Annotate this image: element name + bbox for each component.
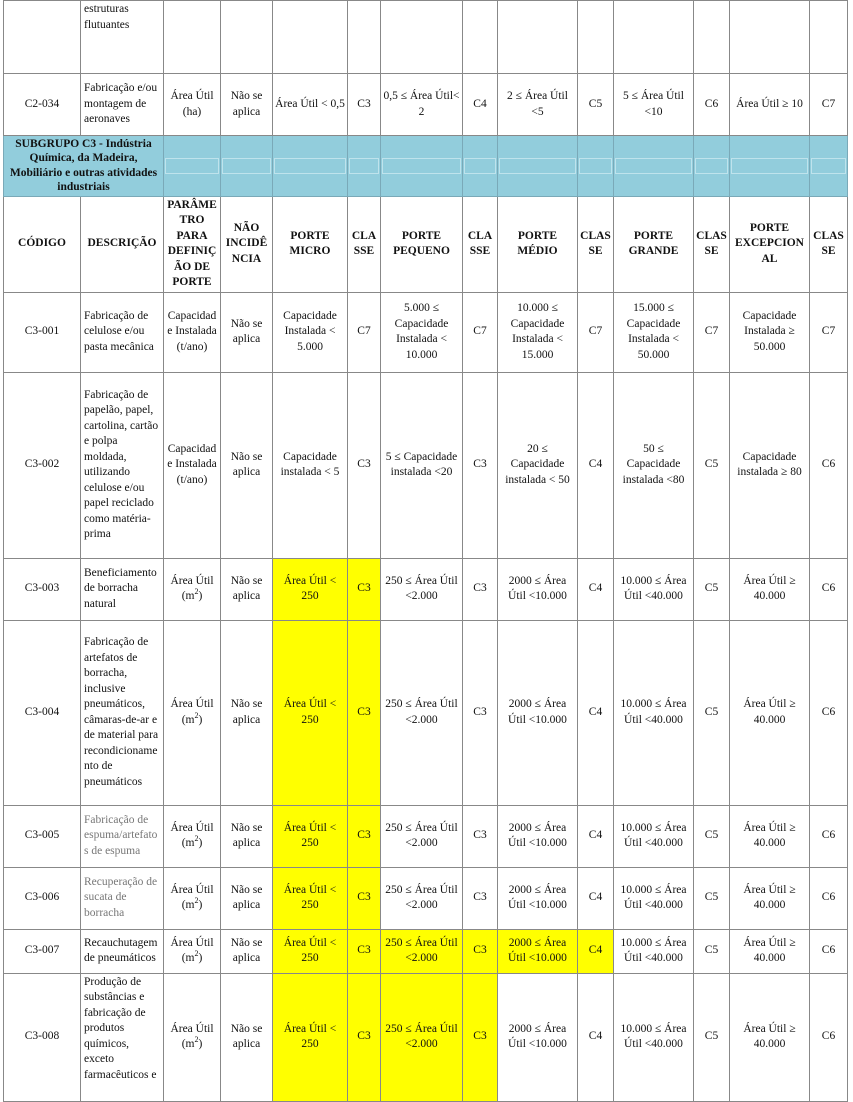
cell-nao-incidencia: Não se aplica: [221, 372, 273, 558]
cell-descricao: Fabricação de celulose e/ou pasta mecânica: [81, 292, 164, 372]
header-nao-incidencia: NÃO INCIDÊNCIA: [221, 196, 273, 292]
cell-classe-pequeno: C3: [463, 929, 498, 973]
cell-micro: Capacidade Instalada < 5.000: [273, 292, 348, 372]
cell-classe-pequeno: C3: [463, 805, 498, 867]
cell-medio: 2000 ≤ Área Útil <10.000: [498, 805, 578, 867]
cell-codigo: C3-007: [4, 929, 81, 973]
cell-classe-excepcional: C6: [810, 973, 848, 1101]
cell-parametro: Área Útil $(m^2)$: [164, 929, 221, 973]
cell-classe-medio: C5: [578, 74, 614, 136]
cell-pequeno: 5.000 ≤ Capacidade Instalada < 10.000: [381, 292, 463, 372]
cell-medio: 2000 ≤ Área Útil <10.000: [498, 973, 578, 1101]
cell-medio: 2000 ≤ Área Útil <10.000: [498, 558, 578, 620]
cell-classe-grande: C5: [694, 558, 730, 620]
header-porte-grande: PORTE GRANDE: [614, 196, 694, 292]
table-row: [4, 292, 848, 372]
cell-classe-micro: C3: [348, 372, 381, 558]
cell-descricao: Fabricação de papelão, papel, cartolina, cartão e polpa moldada, utilizando celulose e/ou papel reciclado como matéria-prima: [81, 372, 164, 558]
cell-classe-excepcional: C6: [810, 867, 848, 929]
cell-nao-incidencia: Não se aplica: [221, 74, 273, 136]
cell-excepcional: Área Útil ≥ 40.000: [730, 805, 810, 867]
cell-classe-grande: C5: [694, 620, 730, 805]
cell-pequeno: 250 ≤ Área Útil <2.000: [381, 973, 463, 1101]
cell-parametro: Área Útil (ha): [164, 74, 221, 136]
cell-excepcional: Área Útil ≥ 40.000: [730, 973, 810, 1101]
table-row: [4, 973, 848, 1101]
cell-excepcional: Capacidade Instalada ≥ 50.000: [730, 292, 810, 372]
cell-codigo: C3-006: [4, 867, 81, 929]
cell-parametro: Área Útil $(m^2)$: [164, 973, 221, 1101]
cell-grande: 10.000 ≤ Área Útil <40.000: [614, 867, 694, 929]
cell-classe-micro: C3: [348, 805, 381, 867]
cell-descricao: Fabricação de artefatos de borracha, inclusive pneumáticos, câmaras-de-ar e de material para recondicionamento de pneumáticos: [81, 620, 164, 805]
porte-table: [3, 0, 848, 1102]
cell-classe-excepcional: C7: [810, 292, 848, 372]
cell-micro: Área Útil < 250: [273, 929, 348, 973]
cell-codigo: C3-008: [4, 973, 81, 1101]
cell-descricao: estruturas flutuantes: [81, 1, 164, 74]
header-codigo: CÓDIGO: [4, 196, 81, 292]
cell-codigo: C3-005: [4, 805, 81, 867]
cell-classe-pequeno: C3: [463, 973, 498, 1101]
header-classe: CLASSE: [694, 196, 730, 292]
cell-classe-excepcional: C6: [810, 929, 848, 973]
cell-parametro: Capacidade Instalada (t/ano): [164, 372, 221, 558]
cell-classe-medio: C4: [578, 867, 614, 929]
cell-nao-incidencia: Não se aplica: [221, 929, 273, 973]
cell-excepcional: Área Útil ≥ 10: [730, 74, 810, 136]
cell-classe-pequeno: C3: [463, 372, 498, 558]
cell-grande: 5 ≤ Área Útil <10: [614, 74, 694, 136]
cell-classe-medio: C4: [578, 929, 614, 973]
cell-micro: Área Útil < 250: [273, 973, 348, 1101]
cell-classe-grande: C5: [694, 372, 730, 558]
cell-classe-grande: C5: [694, 973, 730, 1101]
cell-grande: 50 ≤ Capacidade instalada <80: [614, 372, 694, 558]
cell-classe-excepcional: C6: [810, 372, 848, 558]
cell-classe-micro: C3: [348, 973, 381, 1101]
table-row: [4, 867, 848, 929]
cell-classe-micro: C3: [348, 867, 381, 929]
cell-codigo: C3-004: [4, 620, 81, 805]
cell-classe-grande: C5: [694, 867, 730, 929]
header-row: [4, 196, 848, 292]
table-row: [4, 372, 848, 558]
cell-classe-grande: C5: [694, 929, 730, 973]
cell-descricao: Beneficiamento de borracha natural: [81, 558, 164, 620]
cell-classe-medio: C4: [578, 372, 614, 558]
cell-classe-micro: C7: [348, 292, 381, 372]
cell-classe-excepcional: C6: [810, 620, 848, 805]
header-porte-micro: PORTE MICRO: [273, 196, 348, 292]
cell-nao-incidencia: Não se aplica: [221, 867, 273, 929]
cell-excepcional: Área Útil ≥ 40.000: [730, 558, 810, 620]
cell-micro: Área Útil < 250: [273, 805, 348, 867]
cell-parametro: Área Útil $(m^2)$: [164, 558, 221, 620]
table-row-fragment: [4, 1, 848, 74]
cell-pequeno: 250 ≤ Área Útil <2.000: [381, 805, 463, 867]
header-classe: CLASSE: [348, 196, 381, 292]
cell-codigo: [4, 1, 81, 74]
cell-parametro: Capacidade Instalada (t/ano): [164, 292, 221, 372]
header-classe: CLASSE: [463, 196, 498, 292]
header-porte-pequeno: PORTE PEQUENO: [381, 196, 463, 292]
cell-classe-grande: C5: [694, 805, 730, 867]
header-porte-excepcional: PORTE EXCEPCIONAL: [730, 196, 810, 292]
cell-classe-micro: C3: [348, 558, 381, 620]
cell-micro: Área Útil < 250: [273, 558, 348, 620]
cell-classe-excepcional: C7: [810, 74, 848, 136]
cell-classe-pequeno: C4: [463, 74, 498, 136]
cell-classe-excepcional: C6: [810, 558, 848, 620]
cell-grande: 10.000 ≤ Área Útil <40.000: [614, 805, 694, 867]
table-row: [4, 805, 848, 867]
cell-descricao: Recauchutagem de pneumáticos: [81, 929, 164, 973]
cell-medio: 2 ≤ Área Útil <5: [498, 74, 578, 136]
cell-parametro: Área Útil $(m^2)$: [164, 620, 221, 805]
cell-medio: 10.000 ≤ Capacidade Instalada < 15.000: [498, 292, 578, 372]
cell-pequeno: 250 ≤ Área Útil <2.000: [381, 929, 463, 973]
cell-descricao: Fabricação e/ou montagem de aeronaves: [81, 74, 164, 136]
cell-codigo: C2-034: [4, 74, 81, 136]
cell-micro: Capacidade instalada < 5: [273, 372, 348, 558]
cell-descricao: Produção de substâncias e fabricação de produtos químicos, exceto farmacêuticos e: [81, 973, 164, 1101]
header-descricao: DESCRIÇÃO: [81, 196, 164, 292]
subgroup-row: [4, 136, 848, 197]
cell-grande: 10.000 ≤ Área Útil <40.000: [614, 620, 694, 805]
cell-classe-medio: C4: [578, 805, 614, 867]
cell-excepcional: Área Útil ≥ 40.000: [730, 929, 810, 973]
cell-classe-micro: C3: [348, 929, 381, 973]
table-row: [4, 74, 848, 136]
cell-codigo: C3-001: [4, 292, 81, 372]
cell-parametro: Área Útil $(m^2)$: [164, 805, 221, 867]
cell-classe-pequeno: C3: [463, 867, 498, 929]
cell-medio: 2000 ≤ Área Útil <10.000: [498, 929, 578, 973]
table-row: [4, 558, 848, 620]
cell-medio: 20 ≤ Capacidade instalada < 50: [498, 372, 578, 558]
cell-pequeno: 5 ≤ Capacidade instalada <20: [381, 372, 463, 558]
cell-codigo: C3-002: [4, 372, 81, 558]
cell-codigo: C3-003: [4, 558, 81, 620]
cell-nao-incidencia: Não se aplica: [221, 973, 273, 1101]
cell-medio: 2000 ≤ Área Útil <10.000: [498, 867, 578, 929]
cell-parametro: Área Útil $(m^2)$: [164, 867, 221, 929]
cell-classe-micro: C3: [348, 74, 381, 136]
cell-classe-grande: C7: [694, 292, 730, 372]
table-row: [4, 620, 848, 805]
subgroup-title: SUBGRUPO C3 - Indústria Química, da Madeira, Mobiliário e outras atividades industriais: [4, 136, 164, 197]
cell-classe-pequeno: C3: [463, 620, 498, 805]
cell-classe-excepcional: C6: [810, 805, 848, 867]
cell-micro: Área Útil < 0,5: [273, 74, 348, 136]
cell-grande: 15.000 ≤ Capacidade Instalada < 50.000: [614, 292, 694, 372]
cell-micro: Área Útil < 250: [273, 620, 348, 805]
cell-grande: 10.000 ≤ Área Útil <40.000: [614, 929, 694, 973]
cell-pequeno: 250 ≤ Área Útil <2.000: [381, 620, 463, 805]
cell-nao-incidencia: Não se aplica: [221, 292, 273, 372]
table-row: [4, 929, 848, 973]
cell-nao-incidencia: Não se aplica: [221, 620, 273, 805]
cell-classe-pequeno: C3: [463, 558, 498, 620]
cell-nao-incidencia: Não se aplica: [221, 805, 273, 867]
header-porte-medio: PORTE MÉDIO: [498, 196, 578, 292]
cell-nao-incidencia: Não se aplica: [221, 558, 273, 620]
cell-classe-medio: C7: [578, 292, 614, 372]
header-classe: CLASSE: [578, 196, 614, 292]
cell-descricao: Fabricação de espuma/artefatos de espuma: [81, 805, 164, 867]
cell-classe-medio: C4: [578, 558, 614, 620]
cell-micro: Área Útil < 250: [273, 867, 348, 929]
cell-classe-medio: C4: [578, 973, 614, 1101]
cell-classe-pequeno: C7: [463, 292, 498, 372]
cell-classe-medio: C4: [578, 620, 614, 805]
cell-classe-grande: C6: [694, 74, 730, 136]
cell-descricao: Recuperação de sucata de borracha: [81, 867, 164, 929]
cell-medio: 2000 ≤ Área Útil <10.000: [498, 620, 578, 805]
cell-pequeno: 0,5 ≤ Área Útil< 2: [381, 74, 463, 136]
cell-pequeno: 250 ≤ Área Útil <2.000: [381, 867, 463, 929]
header-classe: CLASSE: [810, 196, 848, 292]
header-parametro: PARÂMETRO PARA DEFINIÇÃO DE PORTE: [164, 196, 221, 292]
cell-classe-micro: C3: [348, 620, 381, 805]
cell-excepcional: Área Útil ≥ 40.000: [730, 620, 810, 805]
cell-excepcional: Área Útil ≥ 40.000: [730, 867, 810, 929]
cell-excepcional: Capacidade instalada ≥ 80: [730, 372, 810, 558]
cell-grande: 10.000 ≤ Área Útil <40.000: [614, 558, 694, 620]
cell-pequeno: 250 ≤ Área Útil <2.000: [381, 558, 463, 620]
cell-grande: 10.000 ≤ Área Útil <40.000: [614, 973, 694, 1101]
